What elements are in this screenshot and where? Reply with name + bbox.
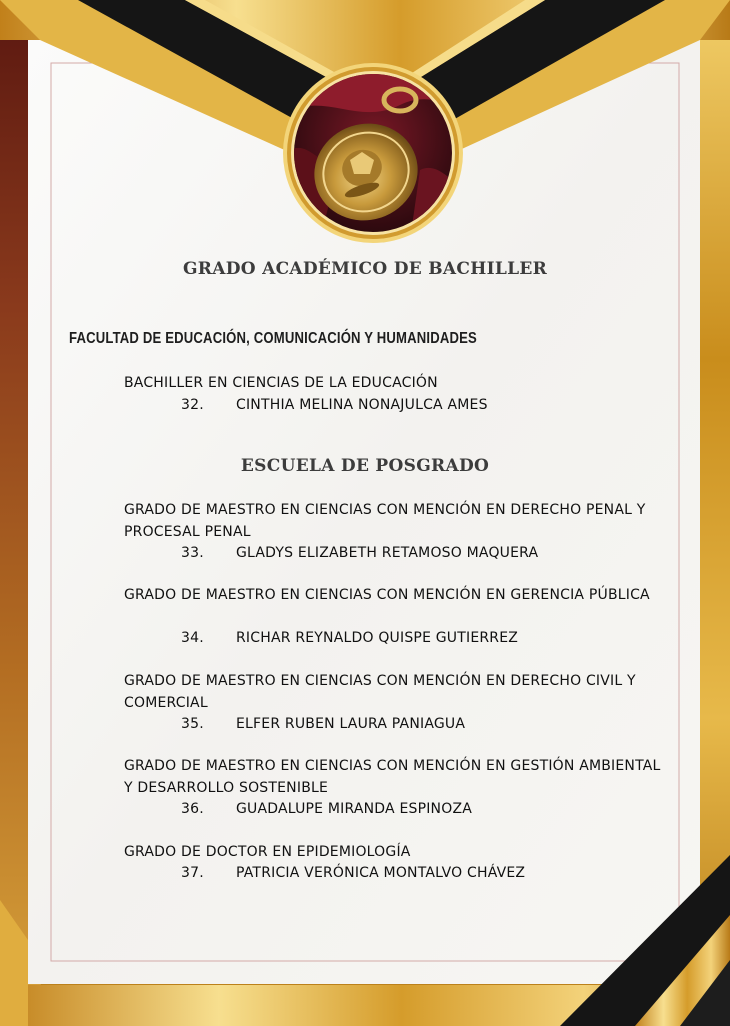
degree-title: GRADO DE MAESTRO EN CIENCIAS CON MENCIÓN EN GERENCIA PÚBLICA <box>124 587 650 603</box>
graduate-number: 32. <box>181 397 204 413</box>
graduate-number: 34. <box>181 630 204 646</box>
heading-posgrado: ESCUELA DE POSGRADO <box>240 456 490 476</box>
degree-title: GRADO DE MAESTRO EN CIENCIAS CON MENCIÓN EN DERECHO PENAL Y PROCESAL PENAL <box>124 502 646 540</box>
faculty-heading: FACULTAD DE EDUCACIÓN, COMUNICACIÓN Y HUMANIDADES <box>69 330 477 347</box>
degree-title: GRADO DE MAESTRO EN CIENCIAS CON MENCIÓN EN GESTIÓN AMBIENTAL Y DESARROLLO SOSTENIBLE <box>124 758 661 796</box>
graduate-number: 35. <box>181 716 204 732</box>
degree-title: BACHILLER EN CIENCIAS DE LA EDUCACIÓN <box>124 375 438 391</box>
heading-bachiller: GRADO ACADÉMICO DE BACHILLER <box>182 259 548 279</box>
graduate-number: 33. <box>181 545 204 561</box>
graduate-name: RICHAR REYNALDO QUISPE GUTIERREZ <box>236 630 519 646</box>
degree-title: GRADO DE MAESTRO EN CIENCIAS CON MENCIÓN EN DERECHO CIVIL Y COMERCIAL <box>124 673 636 711</box>
graduate-number: 36. <box>181 801 204 817</box>
graduate-name: ELFER RUBEN LAURA PANIAGUA <box>236 716 466 732</box>
graduate-name: CINTHIA MELINA NONAJULCA AMES <box>236 397 488 413</box>
degree-title: GRADO DE DOCTOR EN EPIDEMIOLOGÍA <box>124 844 411 860</box>
graduate-number: 37. <box>181 865 204 881</box>
graduate-name: GLADYS ELIZABETH RETAMOSO MAQUERA <box>236 545 539 561</box>
graduate-name: GUADALUPE MIRANDA ESPINOZA <box>236 801 473 817</box>
graduate-name: PATRICIA VERÓNICA MONTALVO CHÁVEZ <box>236 865 526 881</box>
